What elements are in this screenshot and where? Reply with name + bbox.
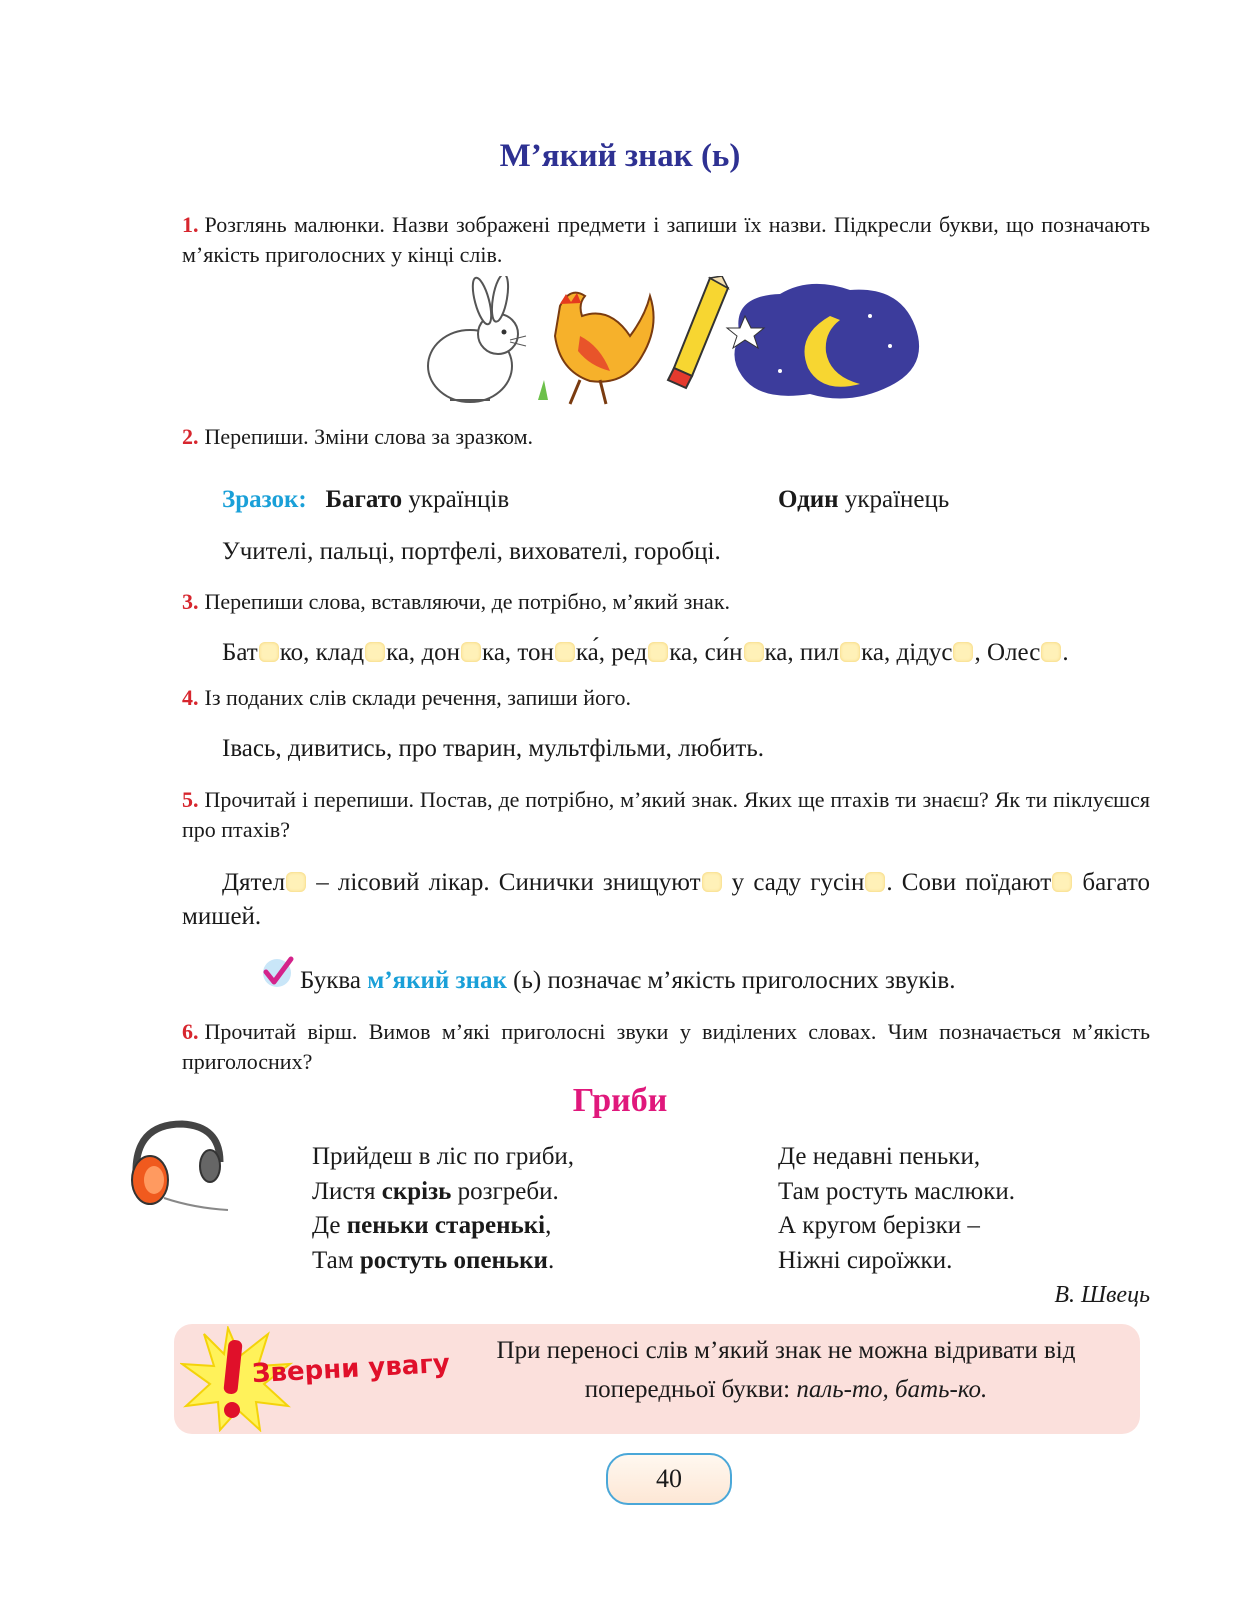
- poem-word: Де: [312, 1212, 341, 1239]
- letter-blank[interactable]: [840, 642, 860, 662]
- word-part: Бат: [222, 639, 258, 666]
- page-title: М’який знак (ь): [499, 138, 741, 174]
- letter-blank[interactable]: [648, 642, 668, 662]
- letter-blank[interactable]: [865, 872, 885, 892]
- poem-bold-word: пеньки старенькі: [346, 1212, 546, 1239]
- task-number: 5.: [182, 787, 199, 812]
- task-text: Прочитай вірш. Вимов м’які приголосні звуки у виділених словах. Чим позначається м’якість приголосних?: [182, 1019, 1150, 1074]
- sample-label: Зразок:: [222, 486, 307, 513]
- task-6: [182, 1017, 1150, 1077]
- poem-bold-word: скрізь: [381, 1177, 452, 1205]
- poem-line: Ніжні сироїжки.: [778, 1246, 953, 1274]
- word-part: ка,: [764, 639, 794, 666]
- letter-blank[interactable]: [365, 642, 385, 662]
- passage-part: багато мишей.: [182, 869, 1150, 930]
- task-5: [182, 785, 1150, 845]
- task-2: [182, 422, 1150, 452]
- passage-part: у саду гусін: [731, 869, 865, 896]
- task-1: [182, 210, 1150, 270]
- poem-line: [312, 1175, 574, 1210]
- passage-part: – лісовий лікар. Синички знищуют: [316, 869, 701, 896]
- task-text: Прочитай і перепиши. Постав, де потрібно, м’який знак. Яких ще птахів ти знаєш? Як ти піклуєшся про птахів?: [182, 787, 1150, 842]
- poem-right-column: [778, 1140, 1015, 1278]
- word-part: пил: [799, 639, 840, 666]
- night-sky-illustration: [727, 284, 919, 399]
- word-part: си́н: [704, 639, 743, 666]
- task-1-illustrations: [410, 276, 930, 410]
- poem-word: розгреби.: [457, 1177, 559, 1205]
- poem-word: ,: [545, 1212, 552, 1239]
- rule-part: (ь) позначає м’якість приголосних звуків.: [513, 967, 956, 994]
- sample-left-word: українців: [408, 486, 510, 513]
- letter-blank[interactable]: [259, 642, 279, 662]
- task-text: Перепиши. Зміни слова за зразком.: [204, 424, 534, 449]
- letter-blank[interactable]: [461, 642, 481, 662]
- task-4-words: Івась, дивитись, про тварин, мультфільми, любить.: [222, 735, 764, 762]
- sample-right-word: українець: [844, 486, 950, 513]
- attention-text: [440, 1331, 1132, 1409]
- poem-line: [312, 1209, 574, 1244]
- poem-line: Там ростуть маслюки.: [778, 1177, 1015, 1205]
- word-part: дідус: [896, 639, 953, 666]
- task-3-words: [222, 636, 1152, 670]
- poem-word: .: [547, 1246, 555, 1274]
- poem-line: А кругом берізки –: [778, 1212, 980, 1239]
- word-part: ,: [974, 639, 981, 666]
- word-part: ка,: [482, 639, 512, 666]
- word-part: дон: [421, 639, 461, 666]
- task-number: 3.: [182, 589, 199, 614]
- sample-right: [778, 483, 949, 517]
- sample-right-bold: Один: [778, 486, 839, 513]
- task-4: [182, 683, 1150, 713]
- poem-word: Листя: [312, 1177, 376, 1205]
- sample-left: [222, 483, 509, 517]
- poem-line: [312, 1244, 574, 1279]
- word-part: Олес: [986, 639, 1041, 666]
- task-number: 1.: [182, 212, 199, 237]
- word-part: ред: [611, 639, 648, 666]
- word-part: ка,: [861, 639, 891, 666]
- task-number: 4.: [182, 685, 199, 710]
- pencil-illustration: [668, 276, 728, 388]
- letter-blank[interactable]: [744, 642, 764, 662]
- poem-line: Де недавні пеньки,: [778, 1143, 981, 1170]
- word-part: ка,: [669, 639, 699, 666]
- word-part: ка́,: [575, 639, 606, 666]
- poem-left-column: [312, 1140, 574, 1278]
- attention-examples: паль-то, бать-ко.: [796, 1376, 988, 1403]
- checkmark-icon: [260, 956, 294, 990]
- poem-author: В. Швець: [1054, 1282, 1150, 1308]
- letter-blank[interactable]: [702, 872, 722, 892]
- rule-part: Буква: [300, 967, 361, 994]
- task-2-words: Учителі, пальці, портфелі, вихователі, горобці.: [222, 538, 721, 565]
- task-text: Розглянь малюнки. Назви зображені предмети і запиши їх назви. Підкресли букви, що позначають м’якість приголосних у кінці слів.: [182, 212, 1150, 267]
- passage-part: . Сови поїдают: [886, 869, 1052, 896]
- task-5-passage: [182, 866, 1150, 934]
- word-part: тон: [517, 639, 554, 666]
- task-number: 2.: [182, 424, 199, 449]
- letter-blank[interactable]: [555, 642, 575, 662]
- attention-rule: При переносі слів м’який знак не можна відривати від попередньої букви:: [496, 1337, 1076, 1403]
- letter-blank[interactable]: [953, 642, 973, 662]
- word-part: клад: [315, 639, 365, 666]
- word-part: .: [1062, 639, 1069, 666]
- page-number: 40: [606, 1453, 732, 1505]
- headphones-icon: [124, 1118, 234, 1218]
- task-text: Із поданих слів склади речення, запиши його.: [204, 685, 631, 710]
- poem-word: Там: [312, 1246, 354, 1274]
- sample-left-bold: Багато: [325, 486, 403, 513]
- rabbit-illustration: [428, 276, 526, 402]
- letter-blank[interactable]: [1052, 872, 1072, 892]
- task-number: 6.: [182, 1019, 199, 1044]
- poem-bold-word: ростуть опеньки: [359, 1246, 548, 1274]
- rule-highlight: м’який знак: [367, 967, 507, 994]
- poem-title: Гриби: [572, 1082, 668, 1119]
- attention-label: Зверни увагу: [251, 1348, 451, 1390]
- task-3: [182, 587, 1150, 617]
- word-part: ко,: [279, 639, 310, 666]
- word-part: ка,: [386, 639, 416, 666]
- rule-text: [300, 964, 955, 998]
- letter-blank[interactable]: [1041, 642, 1061, 662]
- passage-part: Дятел: [222, 869, 286, 896]
- task-text: Перепиши слова, вставляючи, де потрібно, м’який знак.: [204, 589, 731, 614]
- poem-line: Прийдеш в ліс по гриби,: [312, 1143, 575, 1170]
- rooster-illustration: [538, 293, 654, 404]
- letter-blank[interactable]: [286, 872, 306, 892]
